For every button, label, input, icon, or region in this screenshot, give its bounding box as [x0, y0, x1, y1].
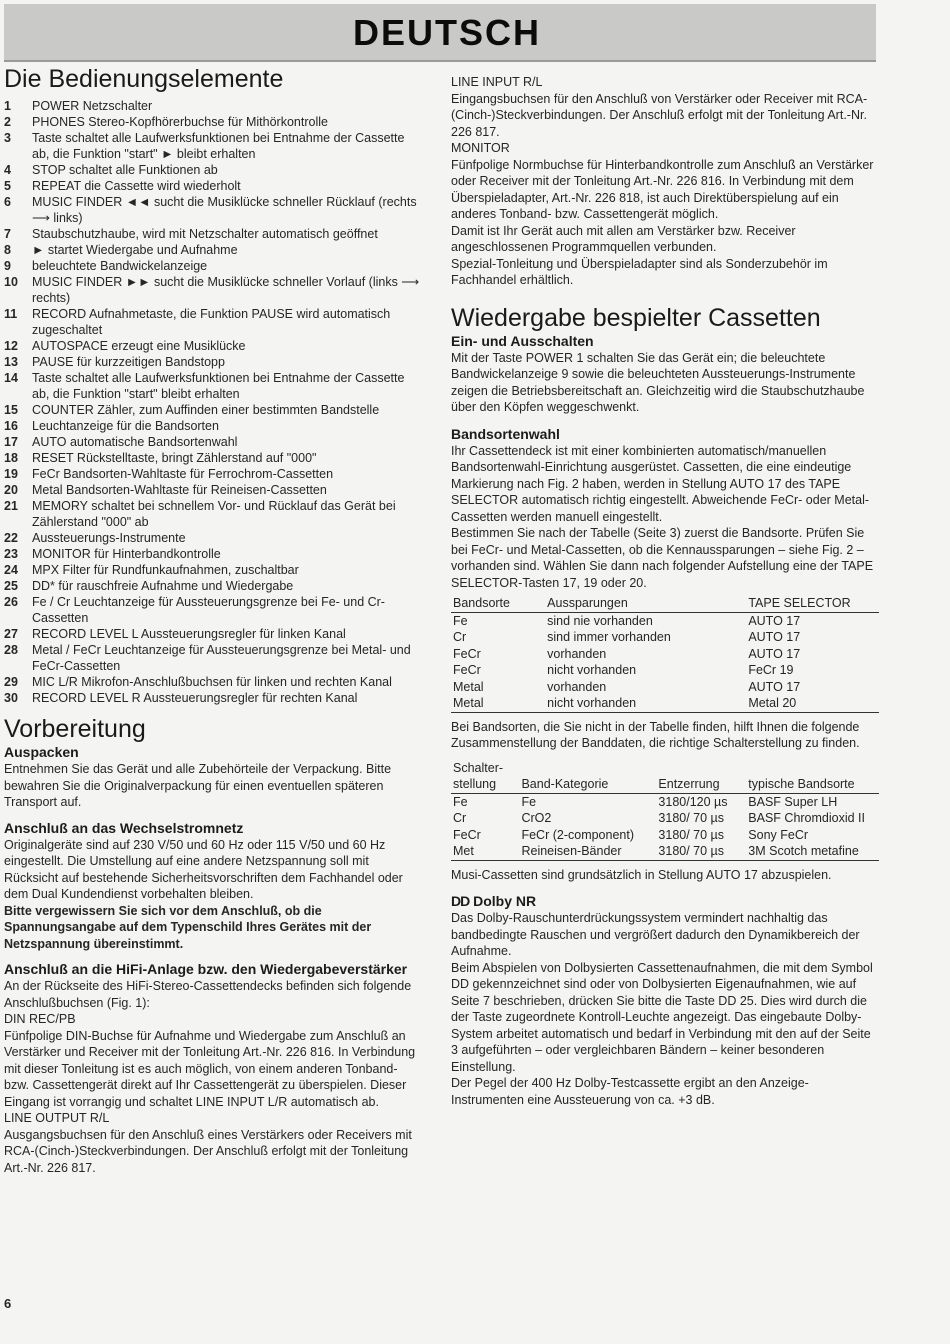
- control-description: ► startet Wiedergabe und Aufnahme: [32, 243, 238, 257]
- table-cell: BASF Chromdioxid II: [748, 811, 866, 825]
- dolby-text-3: Der Pegel der 400 Hz Dolby-Testcassette ergibt an den Anzeige-Instrumenten eine Aussteuerung von ca. +3 dB.: [451, 1076, 809, 1107]
- table-header-row: [451, 760, 879, 794]
- table-cell: Metal: [453, 679, 484, 694]
- table-cell: FeCr: [453, 827, 481, 842]
- table-row: [451, 629, 879, 646]
- table-cell: CrO2: [521, 811, 552, 825]
- column-header: Bandsorte: [451, 595, 545, 612]
- table-cell: Fe: [521, 794, 537, 809]
- control-item: [4, 162, 424, 178]
- control-number: 8: [4, 243, 11, 257]
- unpack-text: Entnehmen Sie das Gerät und alle Zubehörteile der Verpackung. Bitte bewahren Sie die Originalverpackung für einen eventuellen späteren Transport auf.: [4, 762, 392, 809]
- table-row: [451, 612, 879, 629]
- table-cell: AUTO 17: [748, 679, 801, 694]
- tape-heading: Bandsortenwahl: [451, 425, 560, 442]
- banner-title: DEUTSCH: [352, 12, 541, 53]
- prep-heading: Vorbereitung: [4, 715, 146, 743]
- table-cell: nicht vorhanden: [547, 663, 637, 677]
- control-description: MEMORY schaltet bei schnellem Vor- und Rücklauf das Gerät bei Zählerstand "000" ab: [32, 499, 396, 529]
- tape-text: Ihr Cassettendeck ist mit einer kombinierten automatisch/manuellen Bandsortenwahl-Einrichtung ausgerüstet. Cassetten, die eine eindeutige Markierung nach Fig. 2 haben, werden in Stellung AUTO 17 des TAPE SELECTOR automatisch richtig eingestellt. Abweichende FeCr- oder Metal-Cassetten werden manuell eingestellt.: [451, 443, 870, 524]
- table-row: [451, 843, 879, 860]
- monitor-heading: MONITOR: [451, 141, 510, 155]
- monitor-text-2: Damit ist Ihr Gerät auch mit allen am Verstärker bzw. Receiver angeschlossenen Programmquellen verbunden.: [451, 223, 796, 254]
- control-item: [4, 98, 424, 114]
- dolby-text-2: Beim Abspielen von Dolbysierten Cassettenaufnahmen, die mit dem Symbol DD gekennzeichnet sind oder von Dolbysierten Eigenaufnahmen, wie auf Seite 7 beschrieben, drücken Sie bitte die Taste DD 25. Dies wird durch die der Taste zugeordnete Kontroll-Leuchte angezeigt. Das eingebaute Dolby-System arbeitet automatisch und bedarf in Verbindung mit den auf der Seite 3 aufgeführten – oder vergleichbaren Bändern – keiner besonderen Einstellung.: [451, 960, 873, 1074]
- control-description: AUTO automatische Bandsortenwahl: [32, 435, 238, 449]
- control-item: [4, 178, 424, 194]
- control-number: 25: [4, 579, 18, 593]
- control-number: 4: [4, 163, 11, 177]
- after-table-2: Musi-Cassetten sind grundsätzlich in Stellung AUTO 17 abzuspielen.: [451, 867, 832, 882]
- controls-heading: Die Bedienungselemente: [4, 65, 284, 93]
- table-body: [451, 793, 879, 860]
- control-item: [4, 306, 424, 338]
- table-cell: nicht vorhanden: [547, 696, 637, 710]
- control-description: FeCr Bandsorten-Wahltaste für Ferrochrom-Cassetten: [32, 467, 334, 481]
- language-banner: [4, 4, 876, 62]
- table-cell: 3180/ 70 µs: [658, 844, 725, 858]
- table-row: [451, 662, 879, 679]
- monitor-text-3: Spezial-Tonleitung und Überspieladapter sind als Sonderzubehör im Fachhandel erhältlich.: [451, 256, 828, 287]
- control-item: [4, 642, 424, 674]
- tape-selector-table: [451, 595, 879, 713]
- control-number: 18: [4, 451, 18, 465]
- dolby-heading-row: [451, 893, 879, 910]
- control-item: [4, 226, 424, 242]
- control-number: 12: [4, 339, 18, 353]
- control-number: 6: [4, 195, 11, 209]
- control-number: 27: [4, 627, 18, 641]
- hifi-text: An der Rückseite des HiFi-Stereo-Cassettendecks befinden sich folgende Anschlußbuchsen (Fig. 1):: [4, 979, 412, 1010]
- line-output-heading: LINE OUTPUT R/L: [4, 1111, 110, 1125]
- table-row: [451, 810, 879, 827]
- control-description: Staubschutzhaube, wird mit Netzschalter automatisch geöffnet: [32, 227, 378, 241]
- control-item: [4, 450, 424, 466]
- line-input-heading: LINE INPUT R/L: [451, 75, 543, 89]
- table-cell: Fe: [453, 794, 468, 809]
- dolby-heading: Dolby NR: [473, 893, 537, 909]
- table-row: [451, 646, 879, 663]
- control-item: [4, 130, 424, 162]
- control-number: 23: [4, 547, 18, 561]
- control-description: Metal / FeCr Leuchtanzeige für Aussteuerungsgrenze bei Metal- und FeCr-Cassetten: [32, 643, 411, 673]
- dolby-symbol-icon: DD: [451, 893, 470, 909]
- control-description: RESET Rückstelltaste, bringt Zählerstand auf "000": [32, 451, 317, 465]
- control-item: [4, 258, 424, 274]
- control-item: [4, 370, 424, 402]
- table-cell: 3M Scotch metafine: [748, 844, 859, 858]
- control-description: Aussteuerungs-Instrumente: [32, 531, 186, 545]
- control-item: [4, 482, 424, 498]
- table-row: [451, 827, 879, 844]
- table-cell: FeCr 19: [748, 663, 794, 677]
- dolby-text: Das Dolby-Rauschunterdrückungssystem vermindert nachhaltig das bandbedingte Rauschen und vergrößert dadurch den Dynamikbereich der Aufnahme.: [451, 911, 860, 958]
- page-number: 6: [4, 1296, 12, 1311]
- control-description: PAUSE für kurzzeitigen Bandstopp: [32, 355, 225, 369]
- tape-data-table: [451, 760, 879, 861]
- control-description: Fe / Cr Leuchtanzeige für Aussteuerungsgrenze bei Fe- und Cr-Cassetten: [32, 595, 385, 625]
- hifi-heading: Anschluß an die HiFi-Anlage bzw. den Wiedergabeverstärker: [4, 961, 408, 977]
- line-input-text: Eingangsbuchsen für den Anschluß von Verstärker oder Receiver mit RCA-(Cinch-)Steckverbindungen. Der Anschluß erfolgt mit der Tonleitung Art.-Nr. 226 817.: [451, 91, 868, 139]
- control-number: 16: [4, 419, 18, 433]
- control-description: RECORD Aufnahmetaste, die Funktion PAUSE wird automatisch zugeschaltet: [32, 307, 391, 337]
- right-column: [451, 62, 879, 1108]
- table-cell: sind nie vorhanden: [547, 613, 653, 628]
- playback-heading: Wiedergabe bespielter Cassetten: [451, 303, 821, 332]
- table-row: [451, 793, 879, 810]
- control-description: COUNTER Zähler, zum Auffinden einer bestimmten Bandstelle: [32, 403, 380, 417]
- onoff-heading: Ein- und Ausschalten: [451, 332, 594, 349]
- control-item: [4, 546, 424, 562]
- control-description: AUTOSPACE erzeugt eine Musiklücke: [32, 339, 246, 353]
- after-table-1: Bei Bandsorten, die Sie nicht in der Tabelle finden, hilft Ihnen die folgende Zusammenstellung der Banddaten, die richtige Schalterstellung zu finden.: [451, 719, 860, 750]
- control-number: 1: [4, 99, 11, 113]
- table-cell: Sony FeCr: [748, 827, 809, 842]
- control-number: 21: [4, 499, 18, 513]
- control-number: 7: [4, 227, 11, 241]
- control-description: MPX Filter für Rundfunkaufnahmen, zuschaltbar: [32, 563, 299, 577]
- control-number: 28: [4, 643, 18, 657]
- table-cell: FeCr: [453, 663, 481, 677]
- table-cell: Metal: [453, 696, 484, 710]
- control-description: PHONES Stereo-Kopfhörerbuchse für Mithörkontrolle: [32, 115, 328, 129]
- table-cell: Cr: [453, 811, 467, 825]
- control-item: [4, 114, 424, 130]
- table-cell: vorhanden: [547, 679, 607, 694]
- table-cell: 3180/ 70 µs: [658, 827, 725, 842]
- control-number: 17: [4, 435, 18, 449]
- control-number: 11: [4, 307, 18, 321]
- control-number: 24: [4, 563, 18, 577]
- table-cell: AUTO 17: [748, 646, 801, 661]
- control-item: [4, 418, 424, 434]
- control-number: 13: [4, 355, 18, 369]
- control-number: 14: [4, 371, 18, 385]
- control-item: [4, 434, 424, 450]
- table-header-row: [451, 595, 879, 612]
- column-header: typische Bandsorte: [746, 760, 879, 794]
- control-description: MIC L/R Mikrofon-Anschlußbuchsen für linken und rechten Kanal: [32, 675, 392, 689]
- column-header: Band-Kategorie: [519, 760, 656, 794]
- control-item: [4, 194, 424, 226]
- line-output-text: Ausgangsbuchsen für den Anschluß eines Verstärkers oder Receivers mit RCA-(Cinch-)Steckverbindungen. Der Anschluß erfolgt mit der Tonleitung Art.-Nr. 226 817.: [4, 1127, 412, 1175]
- ac-warning: Bitte vergewissern Sie sich vor dem Anschluß, ob die Spannungsangabe auf dem Typenschild Ihres Gerätes mit der Netzspannung übereinstimmt.: [4, 903, 372, 951]
- controls-list: [4, 98, 424, 706]
- control-number: 30: [4, 691, 18, 705]
- table-cell: 3180/ 70 µs: [658, 811, 725, 825]
- column-header: Entzerrung: [656, 760, 746, 794]
- control-number: 3: [4, 131, 11, 145]
- table-cell: Metal 20: [748, 696, 797, 710]
- control-number: 2: [4, 115, 11, 129]
- monitor-text: Fünfpolige Normbuchse für Hinterbandkontrolle zum Anschluß an Verstärker oder Receiver mit der Tonleitung Art.-Nr. 226 816. In Verbindung mit dem Überspieladapter, Art.-Nr. 226 818, ist auch Direktüberspielung auf ein anderes Tonband- bzw. Cassettengerät möglich.: [451, 157, 874, 221]
- table-cell: sind immer vorhanden: [547, 630, 671, 644]
- unpack-heading: Auspacken: [4, 744, 79, 760]
- column-header: TAPE SELECTOR: [746, 595, 879, 612]
- table-row: [451, 679, 879, 696]
- control-number: 26: [4, 595, 18, 609]
- control-description: Leuchtanzeige für die Bandsorten: [32, 419, 219, 433]
- table-cell: vorhanden: [547, 646, 607, 661]
- control-item: [4, 402, 424, 418]
- control-item: [4, 242, 424, 258]
- control-number: 5: [4, 179, 11, 193]
- table-cell: FeCr: [453, 646, 481, 661]
- control-number: 19: [4, 467, 18, 481]
- control-description: Taste schaltet alle Laufwerksfunktionen bei Entnahme der Cassette ab, die Funktion "start" bleibt erhalten: [32, 371, 405, 401]
- column-header: Aussparungen: [545, 595, 746, 612]
- table-cell: 3180/120 µs: [658, 794, 728, 809]
- ac-text: Originalgeräte sind auf 230 V/50 und 60 Hz oder 115 V/50 und 60 Hz eingestellt. Die Umstellung auf eine andere Netzspannung soll mit Rücksicht auf bestehende Sicherheitsvorschriften dem Fachhandel oder dem Dual Kundendienst vorbehalten bleiben.: [4, 837, 403, 901]
- control-item: [4, 274, 424, 306]
- control-description: STOP schaltet alle Funktionen ab: [32, 163, 218, 177]
- table-cell: Cr: [453, 630, 467, 644]
- control-item: [4, 338, 424, 354]
- table-cell: Reineisen-Bänder: [521, 844, 622, 858]
- control-description: MUSIC FINDER ◄◄ sucht die Musiklücke schneller Rücklauf (rechts ⟶ links): [32, 195, 417, 225]
- din-heading: DIN REC/PB: [4, 1012, 76, 1026]
- control-item: [4, 690, 424, 706]
- table-body: [451, 612, 879, 712]
- onoff-text: Mit der Taste POWER 1 schalten Sie das Gerät ein; die beleuchtete Bandwickelanzeige 9 sowie die beleuchteten Aussteuerungs-Instrumente zeigen die Betriebsbereitschaft an. Gleichzeitig wird die Staubschutzhaube über den Köpfen weggeschwenkt.: [451, 350, 865, 414]
- control-number: 29: [4, 675, 18, 689]
- control-description: MONITOR für Hinterbandkontrolle: [32, 547, 221, 561]
- control-item: [4, 674, 424, 690]
- control-item: [4, 578, 424, 594]
- control-item: [4, 530, 424, 546]
- control-number: 20: [4, 483, 18, 497]
- ac-heading: Anschluß an das Wechselstromnetz: [4, 819, 244, 836]
- control-number: 22: [4, 531, 18, 545]
- control-description: POWER Netzschalter: [32, 99, 153, 113]
- control-item: [4, 354, 424, 370]
- table-cell: Met: [453, 844, 474, 858]
- control-description: Metal Bandsorten-Wahltaste für Reineisen-Cassetten: [32, 483, 327, 497]
- control-number: 10: [4, 275, 18, 289]
- table-cell: FeCr (2-component): [521, 827, 635, 842]
- left-column: [4, 62, 424, 1176]
- din-text: Fünfpolige DIN-Buchse für Aufnahme und Wiedergabe zum Anschluß an Verstärker und Receiver mit der Tonleitung Art.-Nr. 226 816. In Verbindung mit dieser Tonleitung ist es auch möglich, von einem anderen Tonband- bzw. Cassettengerät direkt auf Ihr Cassettengerät zu überspielen. Dieser Eingang ist vorrangig und schaltet LINE INPUT L/R automatisch ab.: [4, 1028, 416, 1109]
- table-cell: BASF Super LH: [748, 794, 838, 809]
- control-description: REPEAT die Cassette wird wiederholt: [32, 179, 241, 193]
- control-item: [4, 594, 424, 626]
- control-item: [4, 626, 424, 642]
- tape-text-2: Bestimmen Sie nach der Tabelle (Seite 3) zuerst die Bandsorte. Prüfen Sie bei FeCr- und Metal-Cassetten, ob die Kennaussparungen – siehe Fig. 2 – vorhanden sind. Wählen Sie dann nach folgender Aufstellung eine der TAPE SELECTOR-Tasten 17, 19 oder 20.: [451, 526, 874, 590]
- control-item: [4, 466, 424, 482]
- control-number: 9: [4, 259, 11, 273]
- control-item: [4, 498, 424, 530]
- column-header: Schalter-stellung: [451, 760, 519, 794]
- table-cell: AUTO 17: [748, 630, 801, 644]
- control-description: DD* für rauschfreie Aufnahme und Wiedergabe: [32, 579, 294, 593]
- control-number: 15: [4, 403, 18, 417]
- table-cell: AUTO 17: [748, 613, 801, 628]
- control-description: MUSIC FINDER ►► sucht die Musiklücke schneller Vorlauf (links ⟶ rechts): [32, 275, 420, 305]
- table-row: [451, 695, 879, 712]
- control-description: beleuchtete Bandwickelanzeige: [32, 259, 208, 273]
- control-description: Taste schaltet alle Laufwerksfunktionen bei Entnahme der Cassette ab, die Funktion "start" ► bleibt erhalten: [32, 131, 405, 161]
- table-cell: Fe: [453, 613, 468, 628]
- control-item: [4, 562, 424, 578]
- control-description: RECORD LEVEL L Aussteuerungsregler für linken Kanal: [32, 627, 346, 641]
- control-description: RECORD LEVEL R Aussteuerungsregler für rechten Kanal: [32, 691, 358, 705]
